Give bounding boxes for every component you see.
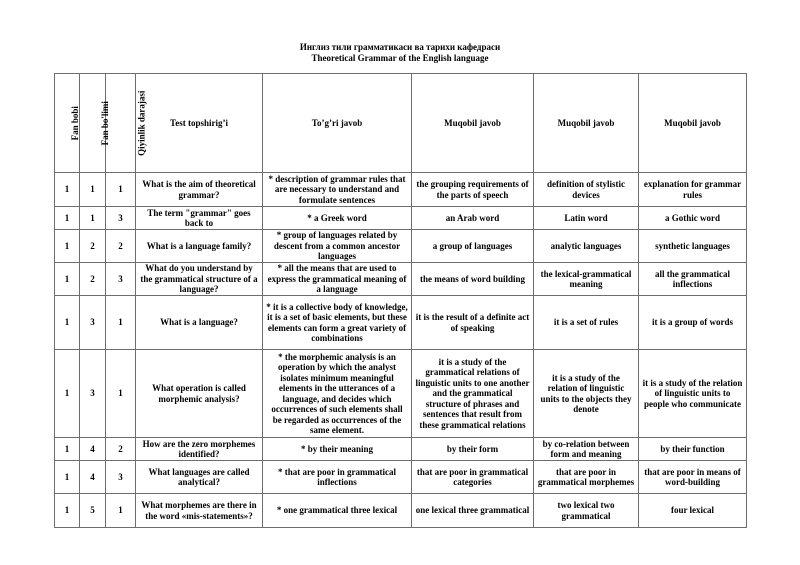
question-cell: What morphemes are there in the word «mis-statements»? bbox=[136, 494, 263, 528]
alternative-1-cell: the means of word building bbox=[412, 263, 534, 296]
alternative-1-cell: an Arab word bbox=[412, 207, 534, 230]
table-row bbox=[55, 296, 747, 350]
question-cell: What is a language family? bbox=[136, 230, 263, 263]
alternative-1-cell: it is a study of the grammatical relations of linguistic units to one another and the grammatical structure of phrases and sentences that result from these grammatical relations bbox=[412, 350, 534, 438]
header-chapter: Fan bobi bbox=[55, 74, 80, 173]
alternative-2-cell: that are poor in grammatical morphemes bbox=[534, 461, 639, 494]
section-cell: 4 bbox=[80, 438, 106, 461]
difficulty-cell: 2 bbox=[106, 230, 136, 263]
question-cell: What is the aim of theoretical grammar? bbox=[136, 173, 263, 207]
chapter-cell: 1 bbox=[55, 230, 80, 263]
difficulty-cell: 3 bbox=[106, 207, 136, 230]
header-section: Fan bo'limi bbox=[80, 74, 106, 173]
table-row bbox=[55, 438, 747, 461]
alternative-3-cell: by their function bbox=[639, 438, 747, 461]
table-row bbox=[55, 461, 747, 494]
alternative-2-cell: the lexical-grammatical meaning bbox=[534, 263, 639, 296]
alternative-2-cell: two lexical two grammatical bbox=[534, 494, 639, 528]
question-cell: What do you understand by the grammatical structure of a language? bbox=[136, 263, 263, 296]
alternative-1-cell: that are poor in grammatical categories bbox=[412, 461, 534, 494]
question-cell: What is a language? bbox=[136, 296, 263, 350]
table-row bbox=[55, 350, 747, 438]
alternative-1-cell: it is the result of a definite act of speaking bbox=[412, 296, 534, 350]
difficulty-cell: 1 bbox=[106, 173, 136, 207]
correct-answer-cell: * one grammatical three lexical bbox=[263, 494, 412, 528]
chapter-cell: 1 bbox=[55, 438, 80, 461]
alternative-2-cell: it is a study of the relation of linguistic units to the objects they denote bbox=[534, 350, 639, 438]
question-cell: The term "grammar" goes back to bbox=[136, 207, 263, 230]
alternative-1-cell: by their form bbox=[412, 438, 534, 461]
chapter-cell: 1 bbox=[55, 350, 80, 438]
table-row bbox=[55, 494, 747, 528]
alternative-3-cell: all the grammatical inflections bbox=[639, 263, 747, 296]
header-alternative-2: Muqobil javob bbox=[534, 74, 639, 173]
table-row bbox=[55, 263, 747, 296]
test-table bbox=[54, 73, 747, 528]
section-cell: 4 bbox=[80, 461, 106, 494]
alternative-1-cell: a group of languages bbox=[412, 230, 534, 263]
header-alternative-1: Muqobil javob bbox=[412, 74, 534, 173]
header-difficulty: Qiyinlik darajasi bbox=[106, 74, 136, 173]
correct-answer-cell: * description of grammar rules that are necessary to understand and formulate sentences bbox=[263, 173, 412, 207]
chapter-cell: 1 bbox=[55, 494, 80, 528]
alternative-3-cell: it is a group of words bbox=[639, 296, 747, 350]
correct-answer-cell: * that are poor in grammatical inflections bbox=[263, 461, 412, 494]
section-cell: 1 bbox=[80, 173, 106, 207]
table-row bbox=[55, 207, 747, 230]
question-cell: What operation is called morphemic analysis? bbox=[136, 350, 263, 438]
section-cell: 2 bbox=[80, 230, 106, 263]
table-body bbox=[55, 173, 747, 528]
correct-answer-cell: * the morphemic analysis is an operation by which the analyst isolates minimum meaningful elements in the utterances of a language, and decides which occurrences of such elements shall be regarded as occurrences of the same element. bbox=[263, 350, 412, 438]
header-row bbox=[55, 74, 747, 173]
chapter-cell: 1 bbox=[55, 263, 80, 296]
alternative-1-cell: the grouping requirements of the parts of speech bbox=[412, 173, 534, 207]
header-alternative-3: Muqobil javob bbox=[639, 74, 747, 173]
alternative-3-cell: four lexical bbox=[639, 494, 747, 528]
chapter-cell: 1 bbox=[55, 296, 80, 350]
alternative-3-cell: synthetic languages bbox=[639, 230, 747, 263]
correct-answer-cell: * all the means that are used to express the grammatical meaning of a language bbox=[263, 263, 412, 296]
table-row bbox=[55, 230, 747, 263]
difficulty-cell: 3 bbox=[106, 461, 136, 494]
section-cell: 2 bbox=[80, 263, 106, 296]
question-cell: What languages are called analytical? bbox=[136, 461, 263, 494]
alternative-2-cell: it is a set of rules bbox=[534, 296, 639, 350]
alternative-3-cell: a Gothic word bbox=[639, 207, 747, 230]
correct-answer-cell: * a Greek word bbox=[263, 207, 412, 230]
chapter-cell: 1 bbox=[55, 173, 80, 207]
alternative-2-cell: by co-relation between form and meaning bbox=[534, 438, 639, 461]
alternative-2-cell: Latin word bbox=[534, 207, 639, 230]
section-cell: 3 bbox=[80, 350, 106, 438]
correct-answer-cell: * by their meaning bbox=[263, 438, 412, 461]
alternative-3-cell: it is a study of the relation of linguistic units to people who communicate bbox=[639, 350, 747, 438]
difficulty-cell: 3 bbox=[106, 263, 136, 296]
alternative-2-cell: analytic languages bbox=[534, 230, 639, 263]
department-title: Инглиз тили грамматикаси ва тарихи кафедраси bbox=[299, 42, 501, 52]
question-cell: How are the zero morphemes identified? bbox=[136, 438, 263, 461]
chapter-cell: 1 bbox=[55, 207, 80, 230]
correct-answer-cell: * it is a collective body of knowledge, it is a set of basic elements, but these elements can form a great variety of combinations bbox=[263, 296, 412, 350]
section-cell: 1 bbox=[80, 207, 106, 230]
alternative-1-cell: one lexical three grammatical bbox=[412, 494, 534, 528]
difficulty-cell: 1 bbox=[106, 494, 136, 528]
section-cell: 5 bbox=[80, 494, 106, 528]
chapter-cell: 1 bbox=[55, 461, 80, 494]
alternative-3-cell: that are poor in means of word-building bbox=[639, 461, 747, 494]
header-question: Test topshirig’i bbox=[136, 74, 263, 173]
table-row bbox=[55, 173, 747, 207]
difficulty-cell: 1 bbox=[106, 350, 136, 438]
section-cell: 3 bbox=[80, 296, 106, 350]
difficulty-cell: 2 bbox=[106, 438, 136, 461]
correct-answer-cell: * group of languages related by descent from a common ancestor languages bbox=[263, 230, 412, 263]
alternative-2-cell: definition of stylistic devices bbox=[534, 173, 639, 207]
course-title: Theoretical Grammar of the English language bbox=[311, 53, 489, 63]
difficulty-cell: 1 bbox=[106, 296, 136, 350]
alternative-3-cell: explanation for grammar rules bbox=[639, 173, 747, 207]
header-correct-answer: To’g’ri javob bbox=[263, 74, 412, 173]
